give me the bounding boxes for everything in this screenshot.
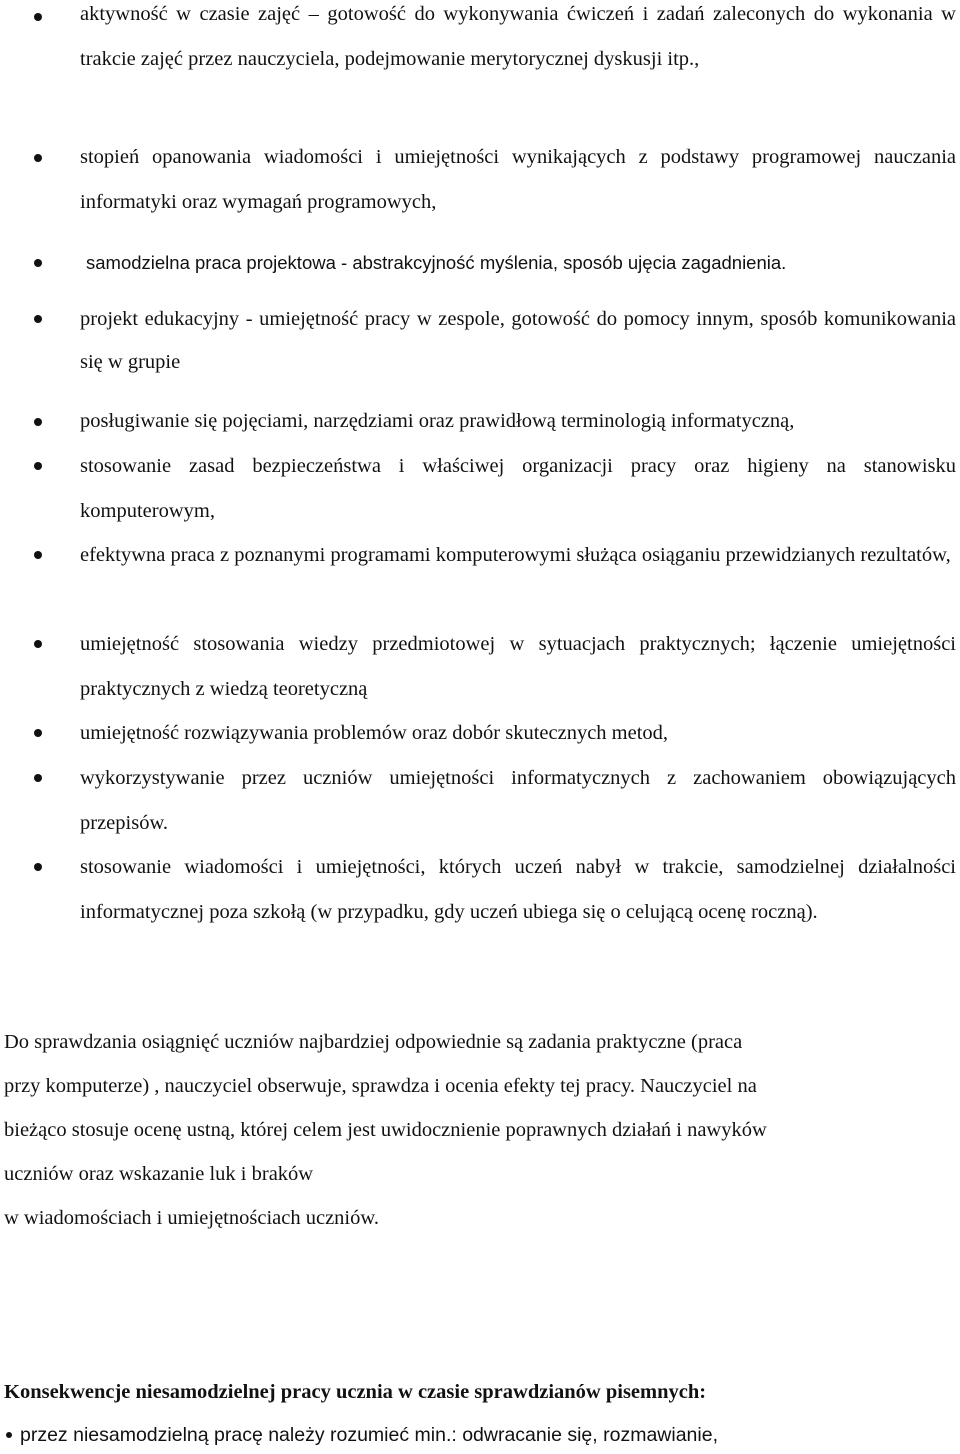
paragraph-line: bieżąco stosuje ocenę ustną, której celem jest uwidocznienie poprawnych działań i nawyków [4, 1119, 767, 1141]
bullet-icon [34, 259, 42, 267]
bullet-icon [34, 551, 42, 559]
bullet-icon [6, 1432, 12, 1438]
bullet-icon [34, 863, 42, 871]
bullet-icon [34, 315, 42, 323]
bullet-icon [34, 774, 42, 782]
list-item-text: wykorzystywanie przez uczniów umiejętności informatycznych z zachowaniem obowiązujących przepisów. [80, 767, 956, 834]
paragraph-line: przy komputerze) , nauczyciel obserwuje, sprawdza i ocenia efekty tej pracy. Nauczyciel na [4, 1075, 757, 1097]
paragraph-line: Do sprawdzania osiągnięć uczniów najbardziej odpowiednie są zadania praktyczne (praca [4, 1031, 743, 1053]
list-item-text: stosowanie wiadomości i umiejętności, których uczeń nabył w trakcie, samodzielnej działalności informatycznej poza szkołą (w przypadku, gdy uczeń ubiega się o celującą ocenę roczną). [80, 856, 956, 923]
list-item-text: stosowanie zasad bezpieczeństwa i właściwej organizacji pracy oraz higieny na stanowisku komputerowym, [80, 455, 956, 522]
bullet-icon [34, 154, 42, 162]
list-item-text: przez niesamodzielną pracę należy rozumieć min.: odwracanie się, rozmawianie, [20, 1424, 718, 1446]
body-paragraph [4, 1020, 956, 1240]
bullet-icon [34, 729, 42, 737]
paragraph-line: uczniów oraz wskazanie luk i braków [4, 1163, 314, 1185]
list-item-text: stopień opanowania wiadomości i umiejętności wynikających z podstawy programowej nauczania informatyki oraz wymagań programowych, [80, 146, 956, 213]
bullet-icon [34, 13, 42, 21]
section-heading: Konsekwencje niesamodzielnej pracy ucznia w czasie sprawdzianów pisemnych: [4, 1381, 707, 1403]
bullet-icon [34, 640, 42, 648]
paragraph-line: w wiadomościach i umiejętnościach uczniów. [4, 1207, 379, 1229]
list-item-text: projekt edukacyjny - umiejętność pracy w zespole, gotowość do pomocy innym, sposób komunikowania się w grupie [80, 308, 956, 373]
list-item-text: efektywna praca z poznanymi programami komputerowymi służąca osiąganiu przewidzianych rezultatów, [80, 544, 951, 566]
bullet-icon [34, 418, 42, 426]
list-item-text: samodzielna praca projektowa - abstrakcyjność myślenia, sposób ujęcia zagadnienia. [86, 252, 787, 273]
list-item-text: umiejętność rozwiązywania problemów oraz dobór skutecznych metod, [80, 722, 669, 744]
list-item-text: umiejętność stosowania wiedzy przedmiotowej w sytuacjach praktycznych; łączenie umiejętności praktycznych z wiedzą teoretyczną [80, 633, 956, 700]
bullet-icon [34, 462, 42, 470]
list-item-text: aktywność w czasie zajęć – gotowość do wykonywania ćwiczeń i zadań zaleconych do wykonania w trakcie zajęć przez nauczyciela, podejmowanie merytorycznej dyskusji itp., [80, 3, 956, 70]
list-item-text: posługiwanie się pojęciami, narzędziami oraz prawidłową terminologią informatyczną, [80, 410, 795, 432]
